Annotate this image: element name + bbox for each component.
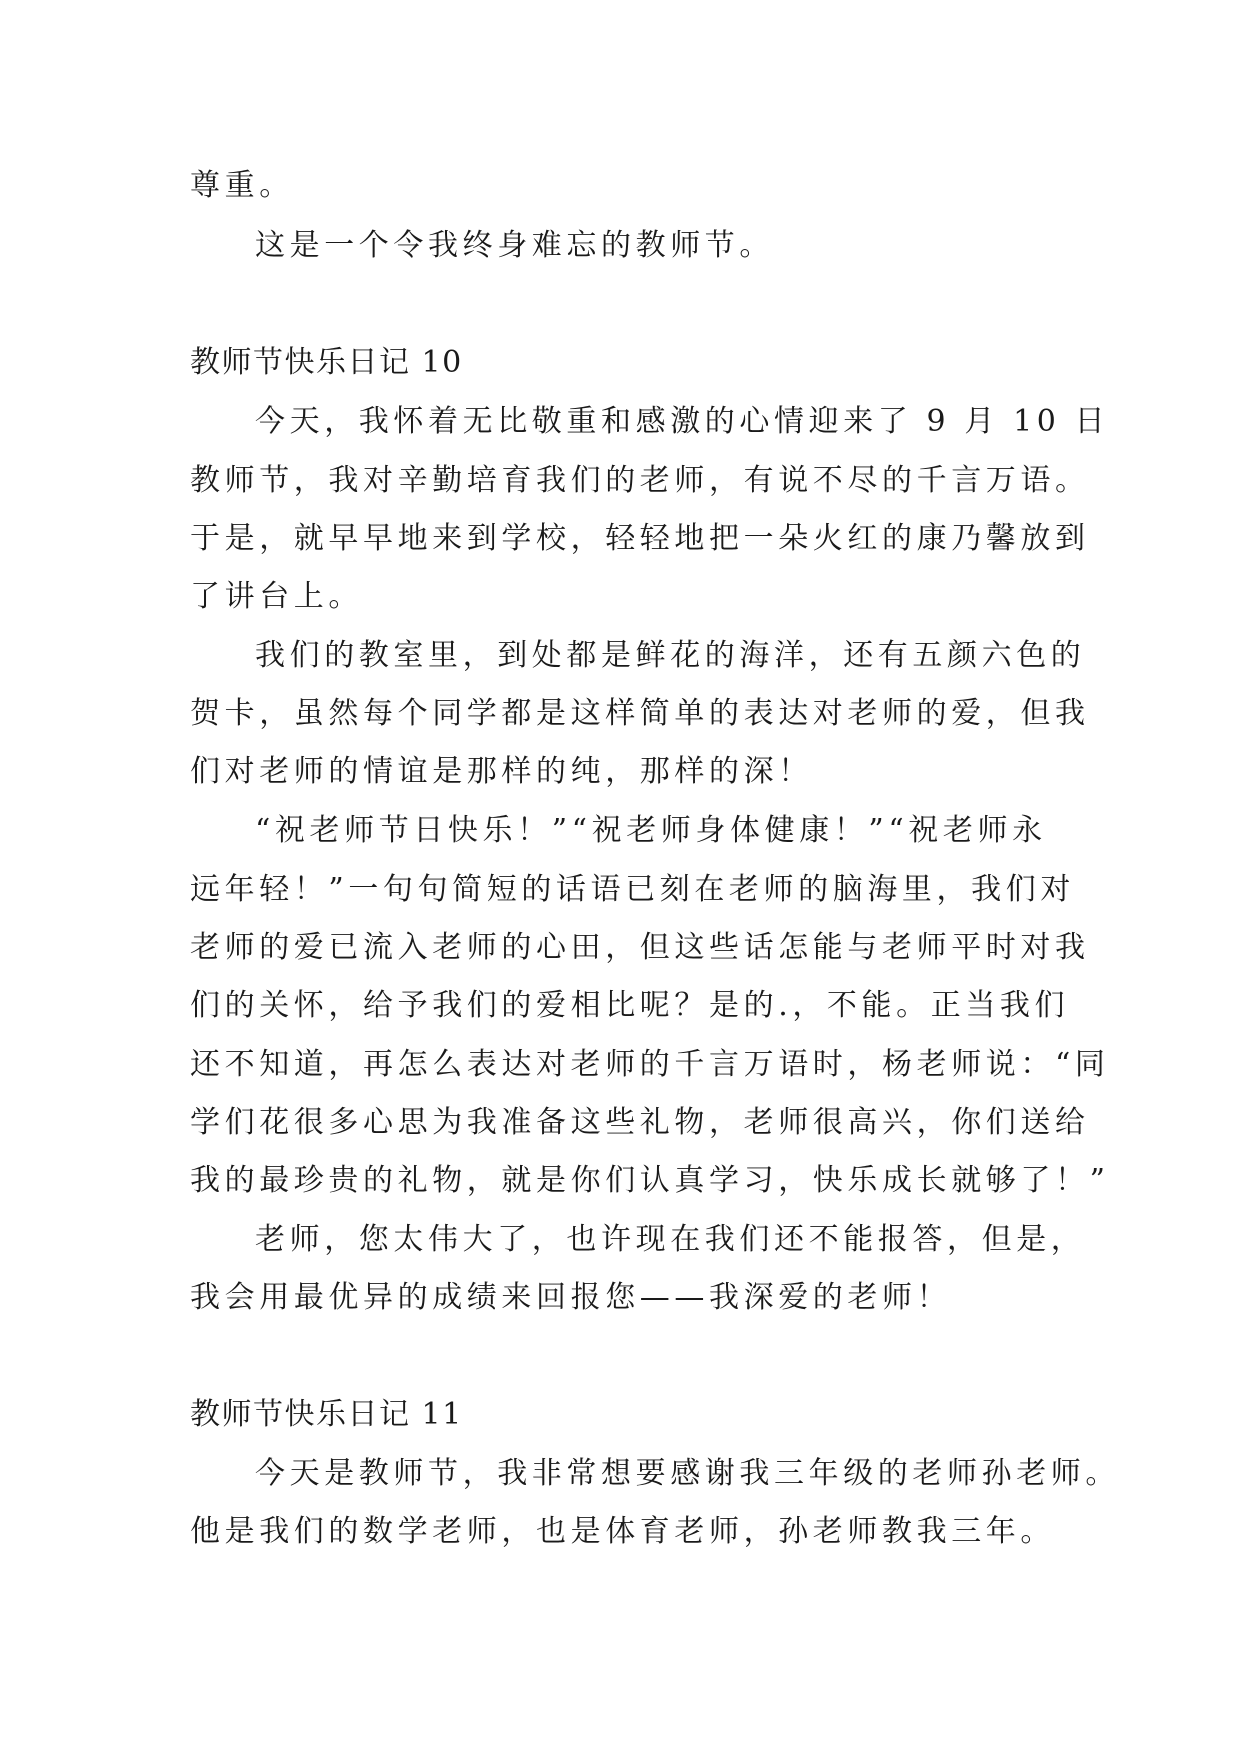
text-line: 教师节，我对辛勤培育我们的老师，有说不尽的千言万语。 — [190, 463, 1090, 498]
text-line: 尊重。 — [190, 168, 294, 203]
text-line: 我们的教室里，到处都是鲜花的海洋，还有五颜六色的 — [255, 638, 1086, 673]
text-line: 们对老师的情谊是那样的纯，那样的深！ — [190, 754, 813, 789]
text-line: 们的关怀，给予我们的爱相比呢？是的.，不能。正当我们 — [190, 988, 1070, 1023]
text-line: 今天是教师节，我非常想要感谢我三年级的老师孙老师。 — [255, 1456, 1120, 1491]
section-heading: 教师节快乐日记 10 — [190, 345, 463, 380]
text-line: “祝老师节日快乐！”“祝老师身体健康！”“祝老师永 — [255, 813, 1047, 848]
text-line: 老师，您太伟大了，也许现在我们还不能报答，但是， — [255, 1222, 1086, 1257]
section-heading: 教师节快乐日记 11 — [190, 1397, 463, 1432]
text-line: 学们花很多心思为我准备这些礼物，老师很高兴，你们送给 — [190, 1105, 1090, 1140]
text-line: 还不知道，再怎么表达对老师的千言万语时，杨老师说：“同 — [190, 1047, 1110, 1082]
text-line: 贺卡，虽然每个同学都是这样简单的表达对老师的爱，但我 — [190, 696, 1090, 731]
text-line: 今天，我怀着无比敬重和感激的心情迎来了 9 月 10 日 — [255, 404, 1110, 439]
text-line: 了讲台上。 — [190, 579, 363, 614]
text-line: 远年轻！”一句句简短的话语已刻在老师的脑海里，我们对 — [190, 872, 1075, 907]
text-line: 老师的爱已流入老师的心田，但这些话怎能与老师平时对我 — [190, 930, 1090, 965]
text-line: 于是，就早早地来到学校，轻轻地把一朵火红的康乃馨放到 — [190, 521, 1090, 556]
text-line: 我的最珍贵的礼物，就是你们认真学习，快乐成长就够了！” — [190, 1163, 1110, 1198]
text-line: 我会用最优异的成绩来回报您——我深爱的老师！ — [190, 1280, 952, 1315]
text-line: 这是一个令我终身难忘的教师节。 — [255, 228, 774, 263]
text-line: 他是我们的数学老师，也是体育老师，孙老师教我三年。 — [190, 1514, 1055, 1549]
